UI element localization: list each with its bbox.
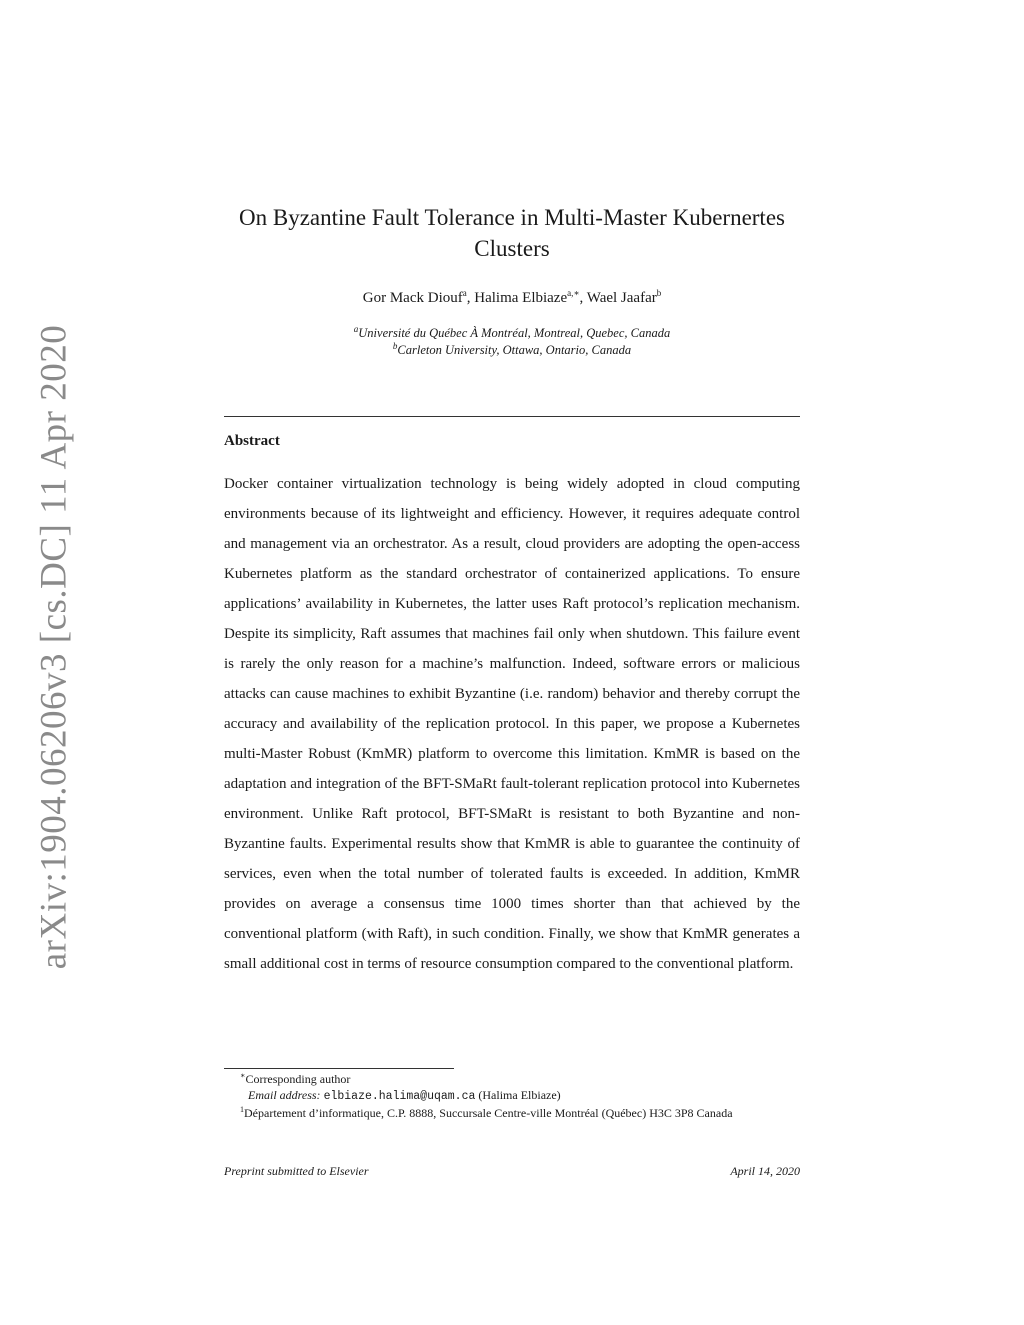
- author-affil-mark: a: [462, 288, 467, 298]
- email-label: Email address:: [248, 1088, 321, 1102]
- affiliation-mark: b: [392, 340, 398, 351]
- footnote-mark: 1: [240, 1105, 244, 1114]
- paper-title: [200, 202, 824, 264]
- footnote-mark: ∗: [240, 1071, 246, 1080]
- abstract-top-rule: [224, 416, 800, 417]
- abstract-body: Docker container virtualization technology is being widely adopted in cloud computing environments because of its lightweight and efficiency. However, it requires adequate control and management via an orchestrator. As a result, cloud providers are adopting the open-access Kubernetes platform as the standard orchestrator of containerized applications. To ensure applications’ availability in Kubernetes, the latter uses Raft protocol’s replication mechanism. Despite its simplicity, Raft assumes that machines fail only when shutdown. This failure event is rarely the only reason for a machine’s malfunction. Indeed, software errors or malicious attacks can cause machines to exhibit Byzantine (i.e. random) behavior and thereby corrupt the accuracy and availability of the replication protocol. In this paper, we propose a Kubernetes multi-Master Robust (KmMR) platform to overcome this limitation. KmMR is based on the adaptation and integration of the BFT-SMaRt fault-tolerant replication protocol into Kubernetes environment. Unlike Raft protocol, BFT-SMaRt is resistant to both Byzantine and non-Byzantine faults. Experimental results show that KmMR is able to guarantee the continuity of services, even when the total number of tolerated faults is exceeded. In addition, KmMR provides on average a consensus time 1000 times shorter than that achieved by the conventional platform (with Raft), in such condition. Finally, we show that KmMR generates a small additional cost in terms of resource consumption compared to the conventional platform.: [224, 476, 800, 972]
- title-line-2: Clusters: [474, 236, 550, 261]
- preprint-date: April 14, 2020: [730, 1164, 800, 1178]
- affiliation-a: [200, 323, 824, 341]
- footnotes: [224, 1071, 824, 1121]
- title-line-1: On Byzantine Fault Tolerance in Multi-Master Kubernertes: [239, 205, 785, 230]
- author-name: Halima Elbiaze: [474, 290, 568, 306]
- preprint-notice: Preprint submitted to Elsevier: [224, 1164, 369, 1178]
- author-list: [200, 290, 824, 307]
- author-affil-mark: a,∗: [567, 288, 580, 298]
- author-separator: ,: [579, 290, 587, 306]
- footnote-text: Corresponding author: [245, 1072, 351, 1086]
- affiliation-b: [200, 340, 824, 358]
- affiliation-text: Carleton University, Ottawa, Ontario, Canada: [397, 343, 632, 357]
- footnote-1: [224, 1105, 824, 1121]
- author-name: Wael Jaafar: [586, 290, 657, 306]
- email-link[interactable]: elbiaze.halima@uqam.ca: [323, 1090, 476, 1103]
- footnote-email: [224, 1087, 824, 1105]
- email-owner: (Halima Elbiaze): [478, 1088, 561, 1102]
- abstract-heading: Abstract: [224, 433, 280, 449]
- footnote-text: Département d’informatique, C.P. 8888, Succursale Centre-ville Montréal (Québec) H3C 3P8 Canada: [244, 1106, 733, 1120]
- affiliation-text: Université du Québec À Montréal, Montreal, Quebec, Canada: [358, 326, 671, 340]
- footnote-rule: [224, 1068, 454, 1069]
- author-separator: ,: [466, 290, 475, 306]
- footnote-corresponding: [224, 1071, 824, 1087]
- author-name: Gor Mack Diouf: [362, 290, 463, 306]
- arxiv-identifier-stamp[interactable]: arXiv:1904.06206v3 [cs.DC] 11 Apr 2020: [33, 324, 75, 970]
- affiliation-mark: a: [353, 323, 359, 334]
- author-affil-mark: b: [656, 288, 662, 298]
